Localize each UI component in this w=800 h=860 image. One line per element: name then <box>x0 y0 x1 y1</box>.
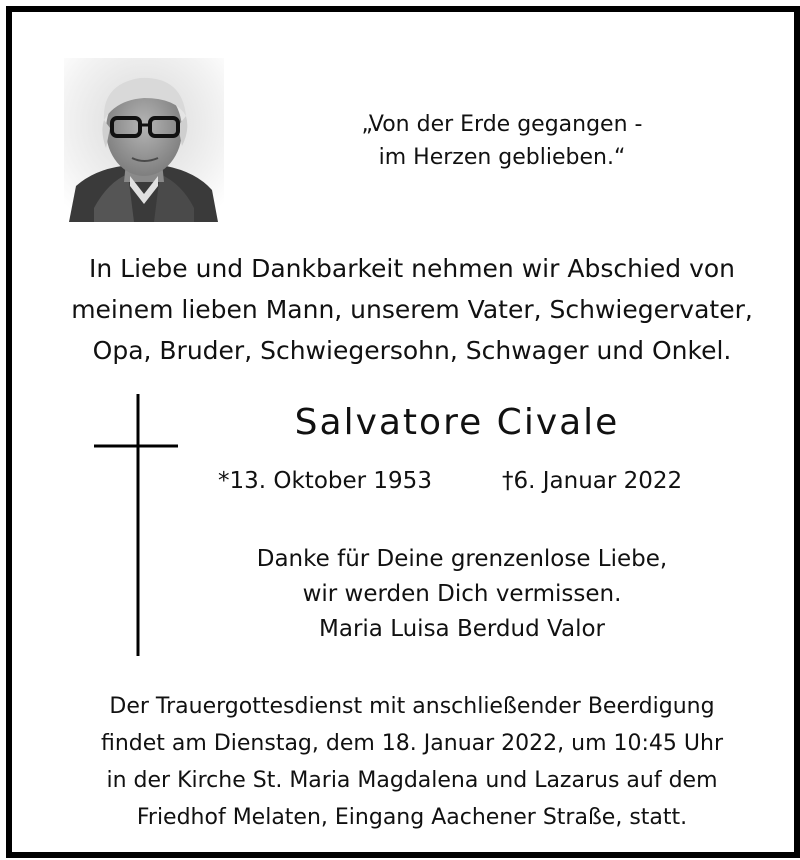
cross-icon <box>92 394 182 656</box>
quote-line-1: „Von der Erde gegangen - <box>361 112 643 137</box>
birth-date: *13. Oktober 1953 <box>218 468 432 494</box>
thanks-text <box>202 542 722 647</box>
portrait-image <box>64 58 224 222</box>
quote-line-2: im Herzen geblieben.“ <box>378 145 626 170</box>
service-line-3: in der Kirche St. Maria Magdalena und Lazarus auf dem <box>106 768 718 793</box>
deceased-name: Salvatore Civale <box>294 402 620 443</box>
epitaph-quote <box>312 108 692 174</box>
service-line-1: Der Trauergottesdienst mit anschließender Beerdigung <box>109 694 715 719</box>
portrait-photo <box>64 58 224 222</box>
service-info <box>32 688 792 836</box>
service-line-4: Friedhof Melaten, Eingang Aachener Straße, statt. <box>136 805 688 830</box>
farewell-line-3: Opa, Bruder, Schwiegersohn, Schwager und Onkel. <box>92 336 732 365</box>
thanks-line-2: wir werden Dich vermissen. <box>302 581 622 607</box>
service-line-2: findet am Dienstag, dem 18. Januar 2022, um 10:45 Uhr <box>101 731 723 756</box>
farewell-text <box>32 248 792 371</box>
signatory-name: Maria Luisa Berdud Valor <box>319 616 605 642</box>
obituary-frame <box>6 6 800 858</box>
death-date: †6. Januar 2022 <box>502 468 683 494</box>
thanks-line-1: Danke für Deine grenzenlose Liebe, <box>256 546 668 572</box>
farewell-line-2: meinem lieben Mann, unserem Vater, Schwiegervater, <box>71 295 753 324</box>
farewell-line-1: In Liebe und Dankbarkeit nehmen wir Abschied von <box>88 254 736 283</box>
